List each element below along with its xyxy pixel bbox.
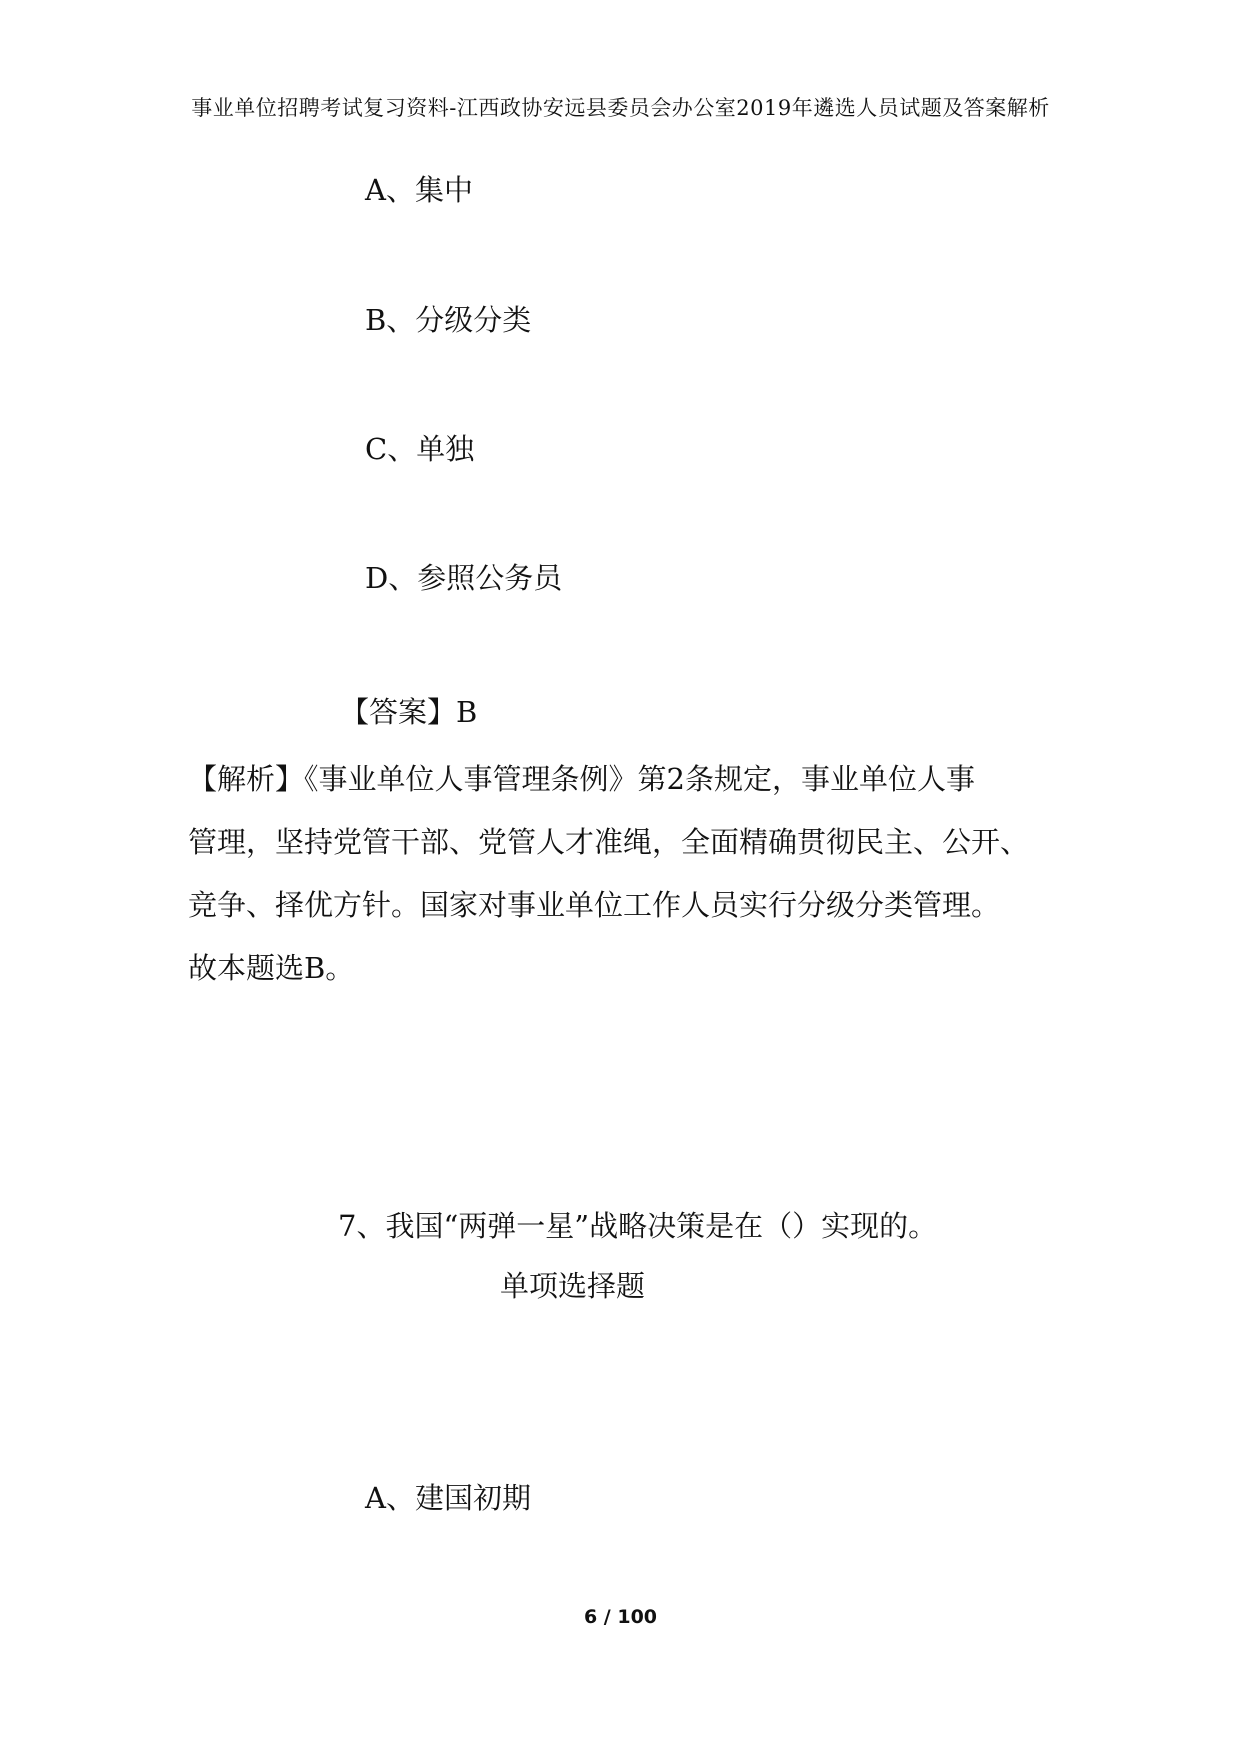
document-header: 事业单位招聘考试复习资料-江西政协安远县委员会办公室2019年遴选人员试题及答案解析	[191, 96, 1050, 120]
option-d: D、参照公务员	[365, 561, 563, 595]
explanation	[188, 748, 1088, 1000]
option-a: A、集中	[365, 173, 473, 207]
option-c: C、单独	[365, 432, 475, 466]
question-7-option-a: A、建国初期	[365, 1481, 531, 1515]
answer: 【答案】B	[340, 695, 478, 729]
explanation-line: 【解析】《事业单位人事管理条例》第2条规定，事业单位人事	[188, 762, 975, 796]
question-7-stem: 7、我国“两弹一星”战略决策是在（）实现的。	[338, 1209, 938, 1243]
explanation-line: 竞争、择优方针。国家对事业单位工作人员实行分级分类管理。	[188, 888, 1001, 922]
explanation-line: 故本题选B。	[188, 951, 355, 985]
explanation-line: 管理，坚持党管干部、党管人才准绳，全面精确贯彻民主、公开、	[188, 825, 1030, 859]
page-number: 6 / 100	[583, 1606, 658, 1628]
option-b: B、分级分类	[365, 303, 532, 337]
question-type: 单项选择题	[500, 1269, 646, 1303]
